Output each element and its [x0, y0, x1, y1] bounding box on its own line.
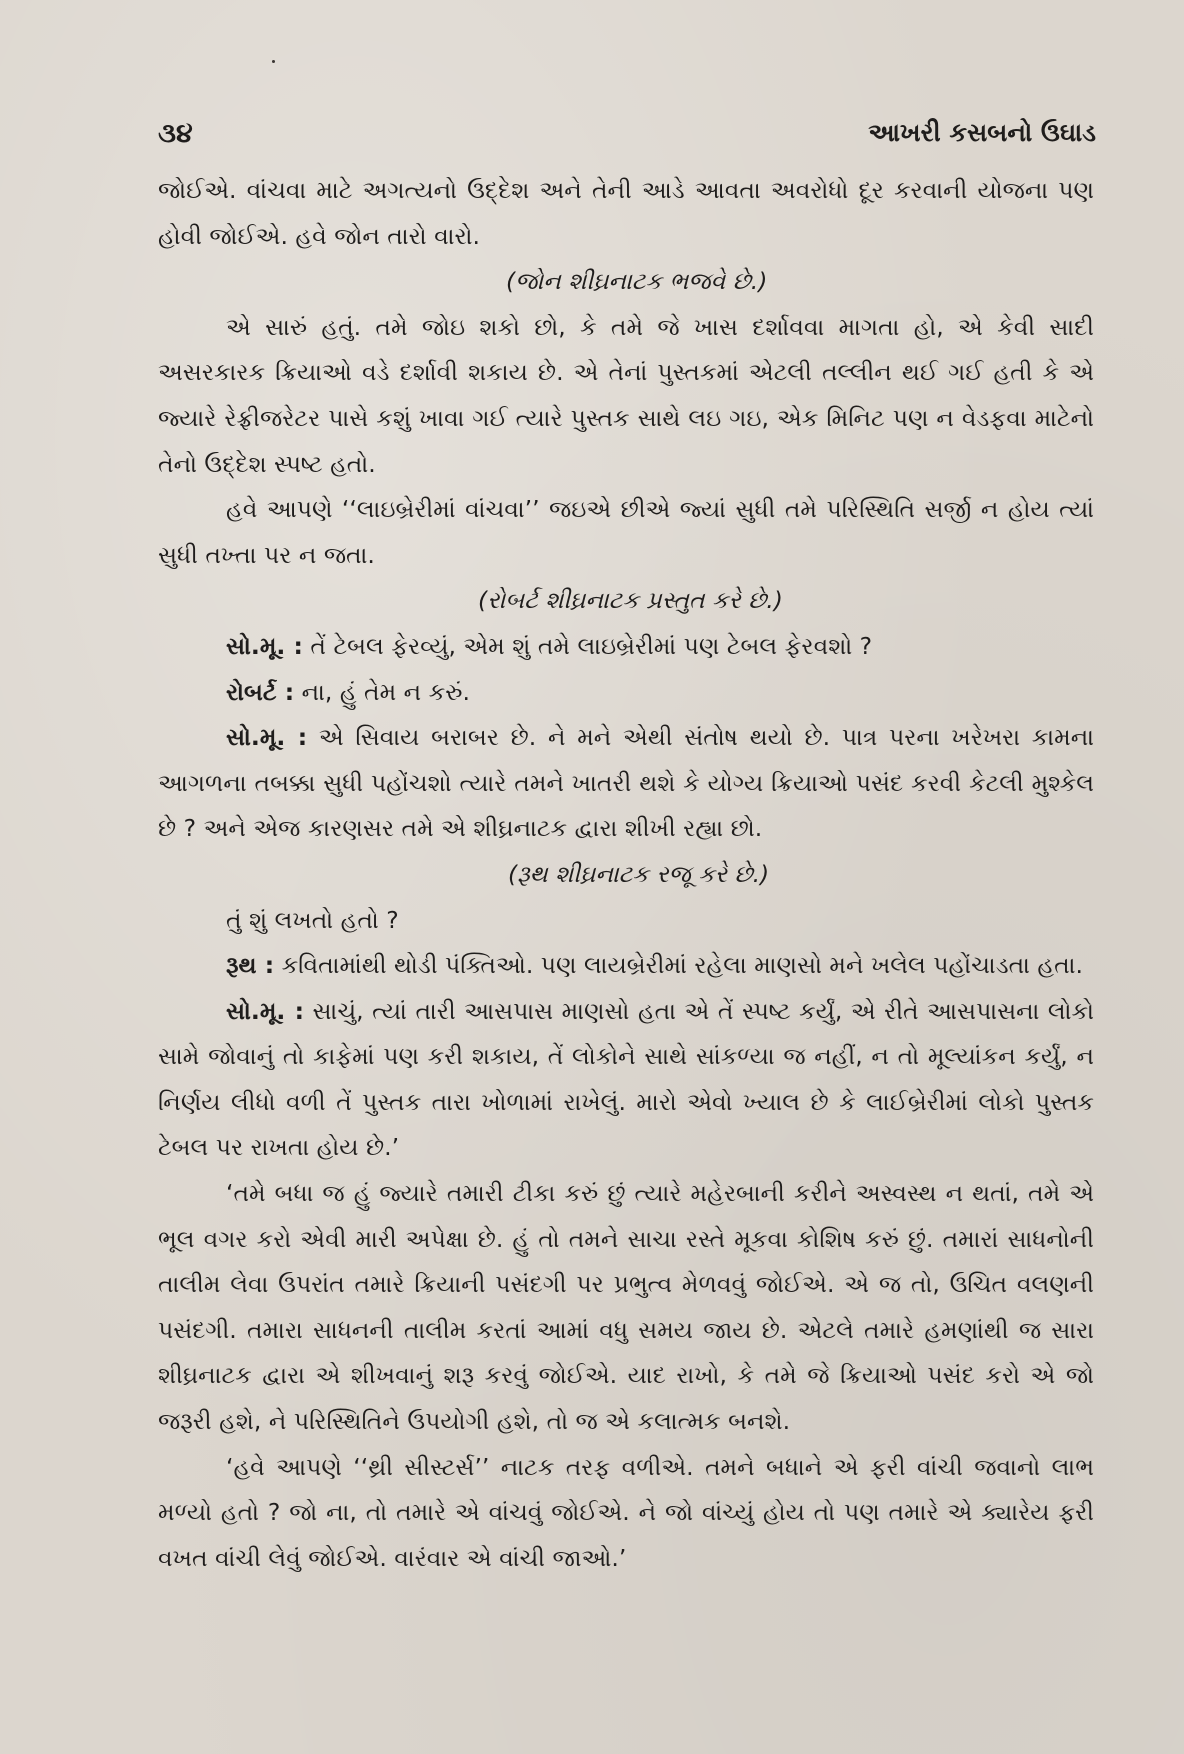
speaker-name: રૂથ :: [226, 951, 275, 980]
dialogue-text: સાચું, ત્યાં તારી આસપાસ માણસો હતા એ તેં સ્પષ્ટ કર્યું, એ રીતે આસપાસના લોકો સામે જોવાનું તો કાફેમાં પણ કરી શકાય, તેં લોકોને સાથે સાંકળ્યા જ નહીં, ન તો મૂલ્યાંકન કર્યું, ન નિર્ણય લીધો વળી તેં પુસ્તક તારા ખોળામાં રાખેલું. મારો એવો ખ્યાલ છે કે લાઈબ્રેરીમાં લોકો પુસ્તક ટેબલ પર રાખતા હોય છે.’: [158, 996, 1095, 1162]
running-title: આખરી કસબનો ઉઘાડ: [868, 118, 1096, 147]
dialogue-text: તેં ટેબલ ફેરવ્યું, એમ શું તમે લાઇબ્રેરીમાં પણ ટેબલ ફેરવશો ?: [302, 631, 873, 660]
paragraph: હવે આપણે ‘‘લાઇબ્રેરીમાં વાંચવા’’ જઇએ છીએ જ્યાં સુધી તમે પરિસ્થિતિ સર્જી ન હોય ત્યાં સુધી તખ્તા પર ન જતા.: [158, 495, 1094, 569]
ink-speck: [272, 60, 275, 63]
stage-direction: (રૂથ શીઘ્રનાટક રજૂ કરે છે.): [508, 859, 770, 888]
dialogue-line: [158, 624, 1094, 670]
dialogue-line: [158, 670, 1094, 716]
paragraph: ‘તમે બધા જ હું જ્યારે તમારી ટીકા કરું છું ત્યારે મહેરબાની કરીને અસ્વસ્થ ન થતાં, તમે એ ભૂલ વગર કરો એવી મારી અપેક્ષા છે. હું તો તમને સાચા રસ્તે મૂકવા કોશિષ કરું છું. તમારાં સાધનોની તાલીમ લેવા ઉપરાંત તમારે ક્રિયાની પસંદગી પર પ્રભુત્વ મેળવવું જોઈએ. એ જ તો, ઉચિત વલણની પસંદગી. તમારા સાધનની તાલીમ કરતાં આમાં વધુ સમય જાય છે. એટલે તમારે હમણાંથી જ સારા શીઘ્રનાટક દ્વારા એ શીખવાનું શરૂ કરવું જોઈએ. યાદ રાખો, કે તમે જે ક્રિયાઓ પસંદ કરો એ જો જરૂરી હશે, ને પરિસ્થિતિને ઉપયોગી હશે, તો જ એ કલાત્મક બનશે.: [158, 1179, 1094, 1436]
dialogue-line: [158, 989, 1094, 1171]
dialogue-text: એ સિવાય બરાબર છે. ને મને એથી સંતોષ થયો છે. પાત્ર પરના ખરેખરા કામના આગળના તબક્કા સુધી પહોંચશો ત્યારે તમને ખાતરી થશે કે યોગ્ય ક્રિયાઓ પસંદ કરવી કેટલી મુશ્કેલ છે ? અને એજ કારણસર તમે એ શીઘ્રનાટક દ્વારા શીખી રહ્યા છો.: [158, 723, 1094, 843]
dialogue-line: [158, 715, 1094, 852]
page-number: ૩૪: [158, 118, 193, 149]
body-text: [158, 168, 1094, 1581]
dialogue-text: ના, હું તેમ ન કરું.: [294, 677, 470, 706]
paragraph: ‘હવે આપણે ‘‘થ્રી સીસ્ટર્સ’’ નાટક તરફ વળીએ. તમને બધાને એ ફરી વાંચી જવાનો લાભ મળ્યો હતો ? જો ના, તો તમારે એ વાંચવું જોઈએ. ને જો વાંચ્યું હોય તો પણ તમારે એ ક્યારેય ફરી વખત વાંચી લેવું જોઈએ. વારંવાર એ વાંચી જાઓ.’: [158, 1452, 1094, 1572]
speaker-name: સો.મૂ. :: [226, 631, 303, 660]
speaker-name: સો.મૂ. :: [226, 996, 304, 1025]
stage-direction: (જોન શીઘ્રનાટક ભજવે છે.): [506, 267, 768, 296]
dialogue-text: કવિતામાંથી થોડી પંક્તિઓ. પણ લાયબ્રેરીમાં રહેલા માણસો મને ખલેલ પહોંચાડતા હતા.: [274, 951, 1083, 980]
speaker-name: રોબર્ટ :: [226, 677, 295, 706]
speaker-name: સો.મૂ. :: [226, 723, 308, 752]
paragraph: તું શું લખતો હતો ?: [226, 905, 399, 934]
paragraph: એ સારું હતું. તમે જોઇ શકો છો, કે તમે જે ખાસ દર્શાવવા માગતા હો, એ કેવી સાદી અસરકારક ક્રિયાઓ વડે દર્શાવી શકાય છે. એ તેનાં પુસ્તકમાં એટલી તલ્લીન થઈ ગઈ હતી કે એ જ્યારે રેફ્રીજરેટર પાસે કશું ખાવા ગઈ ત્યારે પુસ્તક સાથે લઇ ગઇ, એક મિનિટ પણ ન વેડફવા માટેનો તેનો ઉદ્દેશ સ્પષ્ટ હતો.: [158, 312, 1094, 478]
dialogue-line: [158, 943, 1094, 989]
paragraph-continuation: જોઈએ. વાંચવા માટે અગત્યનો ઉદ્દેશ અને તેની આડે આવતા અવરોધો દૂર કરવાની યોજના પણ હોવી જોઈએ. હવે જોન તારો વારો.: [158, 176, 1094, 250]
page-header: [158, 118, 1096, 158]
stage-direction: (રોબર્ટ શીઘ્રનાટક પ્રસ્તુત કરે છે.): [478, 586, 783, 615]
